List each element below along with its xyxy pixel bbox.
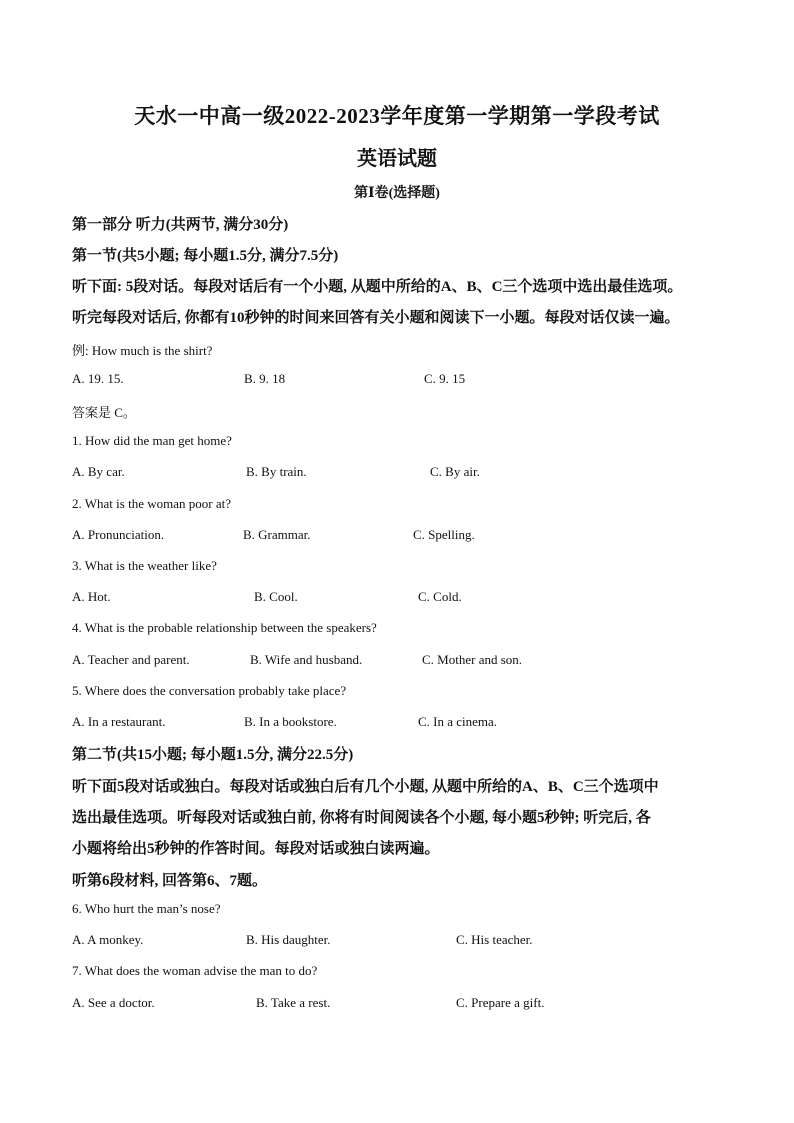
example-option-a: A. 19. 15. [72,371,124,386]
section2-instruction-3: 小题将给出5秒钟的作答时间。每段对话或独白读两遍。 [72,841,440,857]
section1-heading: 第一节(共5小题; 每小题1.5分, 满分7.5分) [72,248,339,264]
question-6-option-b: B. His daughter. [246,932,331,947]
question-2-option-c: C. Spelling. [413,527,475,542]
section2-instruction-2: 选出最佳选项。听每段对话或独白前, 你将有时间阅读各个小题, 每小题5秒钟; 听完后, 各 [72,810,651,826]
section2-heading: 第二节(共15小题; 每小题1.5分, 满分22.5分) [72,747,354,763]
question-3-option-b: B. Cool. [254,589,298,604]
question-1-option-b: B. By train. [246,464,307,479]
question-5-option-c: C. In a cinema. [418,714,498,729]
question-7-option-a: A. See a doctor. [72,995,155,1010]
question-3-option-a: A. Hot. [72,589,111,604]
part1-heading: 第一部分 听力(共两节, 满分30分) [72,217,289,233]
example-question: 例: How much is the shirt? [72,343,213,358]
question-2-option-b: B. Grammar. [243,527,311,542]
question-2-option-a: A. Pronunciation. [72,527,165,542]
section2-instruction-1: 听下面5段对话或独白。每段对话或独白后有几个小题, 从题中所给的A、B、C三个选项中 [72,779,659,795]
question-4-option-c: C. Mother and son. [422,652,523,667]
question-7: 7. What does the woman advise the man to do? [72,963,318,978]
question-1-option-c: C. By air. [430,464,480,479]
question-4: 4. What is the probable relationship between the speakers? [72,620,377,635]
question-6: 6. Who hurt the man’s nose? [72,901,221,916]
section1-instruction-1: 听下面: 5段对话。每段对话后有一个小题, 从题中所给的A、B、C三个选项中选出最佳选项。 [72,279,683,295]
material-6-heading: 听第6段材料, 回答第6、7题。 [72,873,268,889]
exam-subject: 英语试题 [357,148,437,170]
question-6-option-a: A. A monkey. [72,932,144,947]
question-6-option-c: C. His teacher. [456,932,533,947]
example-option-b: B. 9. 18 [244,371,286,386]
question-3-option-c: C. Cold. [418,589,462,604]
example-answer: 答案是 C。 [72,405,136,420]
exam-title: 天水一中高一级2022-2023学年度第一学期第一学段考试 [134,104,660,128]
example-option-c: C. 9. 15 [424,371,466,386]
question-5-option-a: A. In a restaurant. [72,714,166,729]
question-5-option-b: B. In a bookstore. [244,714,337,729]
volume-label: 第Ⅰ卷(选择题) [354,186,440,201]
question-4-option-b: B. Wife and husband. [250,652,363,667]
question-2: 2. What is the woman poor at? [72,496,231,511]
question-5: 5. Where does the conversation probably take place? [72,683,347,698]
question-7-option-c: C. Prepare a gift. [456,995,545,1010]
section1-instruction-2: 听完每段对话后, 你都有10秒钟的时间来回答有关小题和阅读下一小题。每段对话仅读一遍。 [72,310,680,326]
question-1-option-a: A. By car. [72,464,125,479]
question-4-option-a: A. Teacher and parent. [72,652,190,667]
question-3: 3. What is the weather like? [72,558,217,573]
question-7-option-b: B. Take a rest. [256,995,331,1010]
question-1: 1. How did the man get home? [72,433,232,448]
